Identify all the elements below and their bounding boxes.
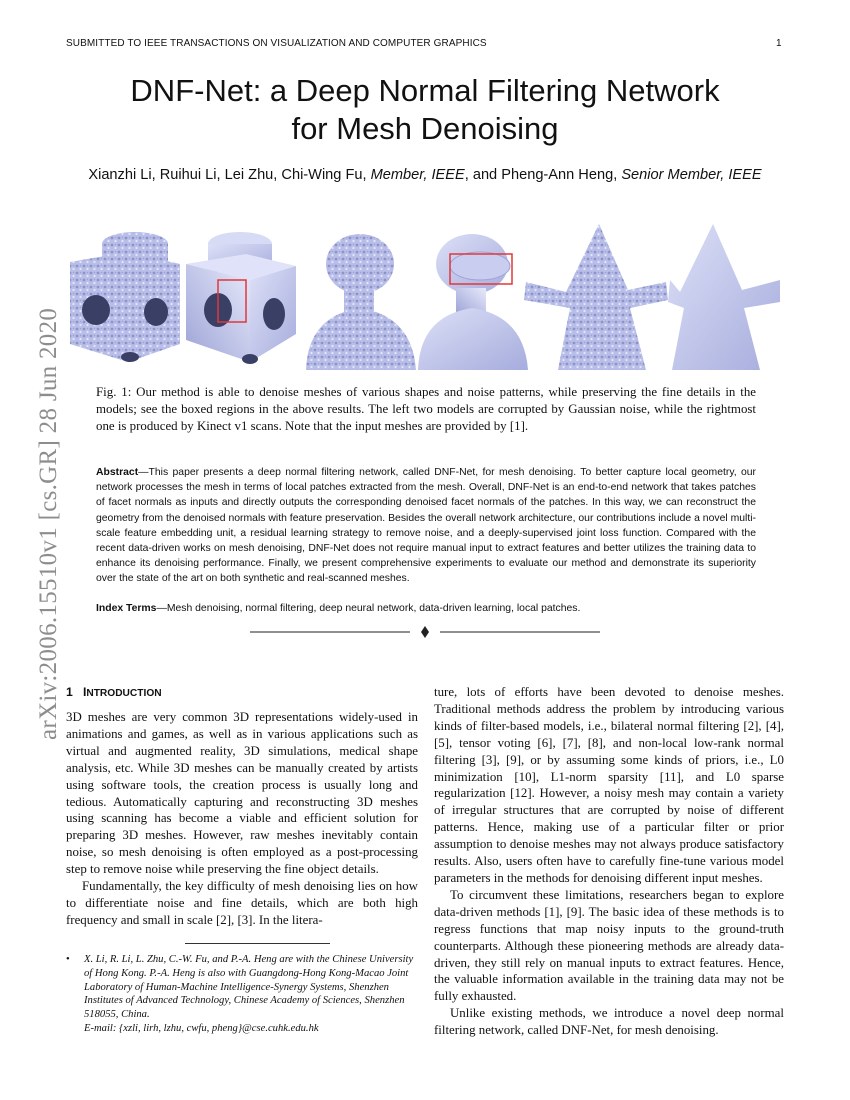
footnote-email: E-mail: {xzli, lirh, lzhu, cwfu, pheng}@cse.cuhk.edu.hk (84, 1022, 319, 1034)
intro-paragraph-4: To circumvent these limitations, researchers began to explore data-driven methods [1], [9]. The basic idea of these methods is to regress functions that map noisy inputs to the ground-truth counterparts. Although these pioneering methods are already data-driven, they still rely on manual inputs to extract features. Hence, the valuable information available in the training data may not be fully exhausted. (434, 887, 784, 1004)
intro-paragraph-3: ture, lots of efforts have been devoted to denoise meshes. Traditional methods address the problem by introducing various kinds of filter-based models, i.e., bilateral normal filtering [2], [4], [5], tensor voting [6], [7], [8], and non-local low-rank normal filtering [3], [9], or by assuming some kinds of priors, i.e., L0 minimization [10], L1-norm sparsity [11], and L0 sparse regularization [12]. However, a noisy mesh may contain a variety of irregular structures that are corrupted by noise of different patterns. Hence, making use of a particular filter or prior assumption to denoise meshes may not always produce satisfactory results. Also, users often have to carefully fine-tune various model parameters in the methods for denoising different input meshes. (434, 685, 784, 885)
left-column (66, 709, 418, 929)
denoised-bust-mesh (418, 234, 528, 370)
right-column (434, 684, 784, 1039)
author-names: Xianzhi Li, Ruihui Li, Lei Zhu, Chi-Wing Fu, (88, 167, 371, 183)
figure-caption: Fig. 1: Our method is able to denoise meshes of various shapes and noise patterns, while preserving the fine details in the models; see the boxed regions in the above results. The left two models are corrupted by Gaussian noise, while the rightmost one is produced by Kinect v1 scans. Note that the input meshes are provided by [1]. (96, 385, 756, 433)
section-heading-introduction (66, 685, 162, 699)
intro-paragraph-1: 3D meshes are very common 3D representations widely-used in animations and games, as well as in various applications such as virtual and augmented reality, 3D simulations, medical shape analysis, etc. While 3D meshes can be manually created by artists using software tools, the creation process is usually long and tedious. Automatically capturing and reconstructing 3D meshes using scanning has become a viable and efficient solution for preparing 3D meshes. However, raw meshes inevitably contain noise, so mesh denoising is often employed as a post-processing step to remove noise while preserving the fine object details. (66, 710, 418, 877)
abstract-text: —This paper presents a deep normal filtering network, called DNF-Net, for mesh denoising. To better capture local geometry, our network processes the mesh in terms of local patches extracted from the mesh. Overall, DNF-Net is an end-to-end network that takes patches of facet normals as inputs and directly outputs the corresponding denoised facet normals of the patches. In this way, we can reconstruct the geometry from the denoised normals with feature preservation. Besides the overall network architecture, our contributions include a novel multi-scale feature embedding unit, a residual learning strategy to remove noise, and a deeply-supervised joint loss function. Compared with the recent data-driven works on mesh denoising, DNF-Net does not require manual input to extract features and better utilizes the training data to enhance its denoising performance. Finally, we present comprehensive experiments to evaluate our method and demonstrate its superiority over the state of the art on both synthetic and real-scanned meshes. (96, 467, 756, 585)
footnote-affiliation: X. Li, R. Li, L. Zhu, C.-W. Fu, and P.-A. Heng are with the Chinese University of Hong Kong. P.-A. Heng is also with Guangdong-Hong Kong-Macao Joint Laboratory of Human-Machine Intelligence-Synergy Systems, Shenzhen Institutes of Advanced Technology, Chinese Academy of Sciences, Shenzhen 518055, China. (84, 954, 414, 1021)
section-title-initial: I (82, 685, 87, 699)
title-line-1: DNF-Net: a Deep Normal Filtering Network (130, 73, 720, 108)
affiliation-footnote (66, 953, 418, 1036)
index-terms-label: Index Terms (96, 603, 157, 614)
section-title-rest: NTRODUCTION (86, 688, 162, 699)
intro-paragraph-5: Unlike existing methods, we introduce a novel deep normal filtering network, called DNF-Net, for mesh denoising. (434, 1006, 784, 1038)
title-line-2: for Mesh Denoising (291, 111, 559, 146)
abstract-label: Abstract (96, 467, 139, 478)
section-number: 1 (66, 685, 73, 699)
author-connector: , and Pheng-Ann Heng, (464, 167, 622, 183)
paper-title (60, 72, 790, 148)
index-terms (96, 603, 756, 614)
intro-paragraph-2: Fundamentally, the key difficulty of mesh denoising lies on how to differentiate noise and fine details, which are both high frequency and small in scale [2], [3]. In the litera- (66, 879, 418, 927)
abstract (96, 465, 756, 587)
divider-diamond-icon (421, 626, 429, 638)
index-terms-text: —Mesh denoising, normal filtering, deep neural network, data-driven learning, local patches. (156, 603, 581, 614)
author-role-heng: Senior Member, IEEE (621, 167, 762, 183)
figure-1-mesh-renderings (68, 222, 783, 370)
author-role-fu: Member, IEEE (370, 167, 465, 183)
noisy-kinect-cone-mesh (524, 224, 668, 370)
page-number: 1 (776, 38, 782, 49)
arxiv-stamp: arXiv:2006.15510v1 [cs.GR] 28 Jun 2020 (35, 307, 62, 740)
footnote-rule (185, 943, 330, 944)
footnote-bullet: • (66, 954, 70, 965)
denoised-kinect-cone-mesh (668, 224, 780, 370)
running-header: SUBMITTED TO IEEE TRANSACTIONS ON VISUALIZATION AND COMPUTER GRAPHICS (66, 38, 487, 49)
denoised-cube-mesh (186, 232, 296, 364)
noisy-bust-mesh (306, 234, 416, 370)
section-divider (250, 624, 600, 640)
noisy-cube-mesh (70, 232, 180, 362)
author-list (40, 167, 810, 183)
